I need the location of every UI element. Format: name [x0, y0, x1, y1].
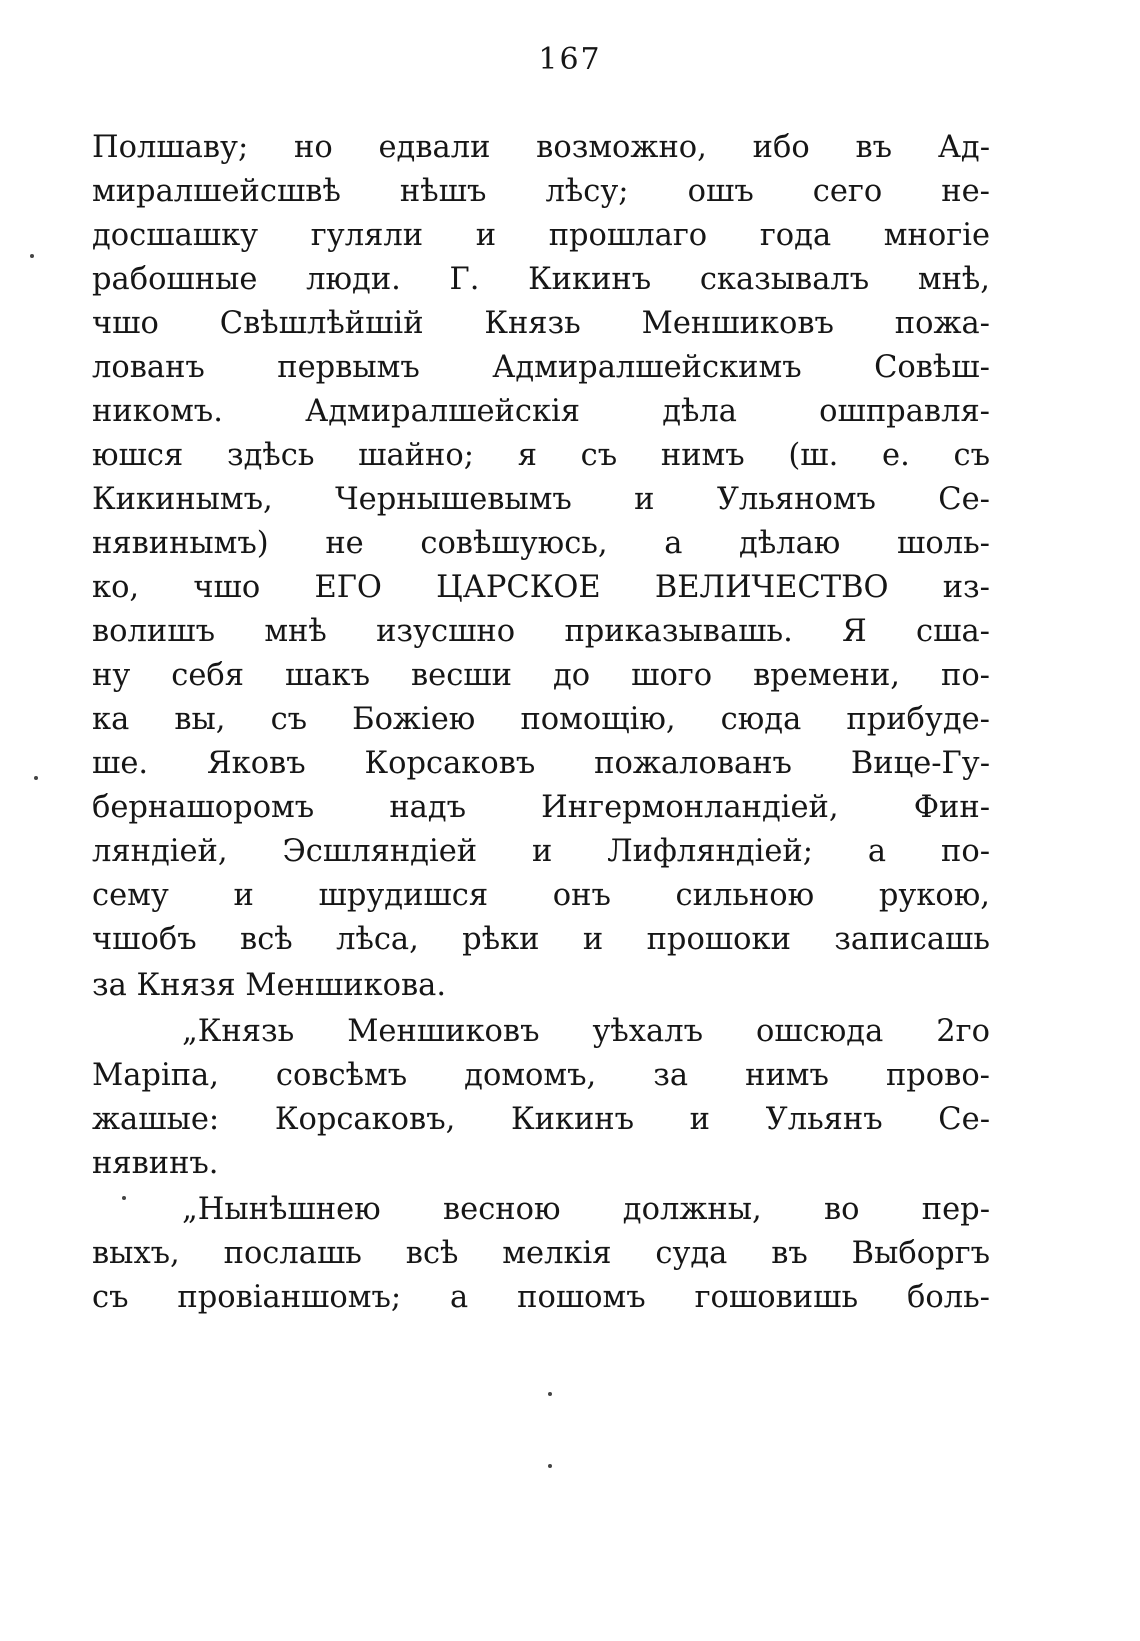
- page-number: 167: [538, 42, 602, 77]
- text-line-20: за Князя Меншикова.: [92, 968, 447, 1003]
- scan-speck: [122, 1196, 126, 1200]
- text-line-21: „Князь Меншиковъ уѣхалъ ошсюда 2го: [182, 1014, 990, 1049]
- text-line-1: Полшаву; но едвали возможно, ибо въ Ад-: [92, 130, 990, 165]
- text-line-25: „Нынѣшнею весною должны, во пер-: [182, 1192, 990, 1227]
- text-line-18: сему и шрудишся онъ сильною рукою,: [92, 878, 990, 913]
- text-line-19: чшобъ всѣ лѣса, рѣки и прошоки записашь: [92, 922, 990, 957]
- text-line-16: бернашоромъ надъ Ингермонландіей, Фин-: [92, 790, 990, 825]
- scan-speck: [34, 776, 38, 780]
- text-line-17: ляндіей, Эсшляндіей и Лифляндіей; а по-: [92, 834, 990, 869]
- scan-speck: [548, 1464, 552, 1468]
- text-line-4: рабошные люди. Г. Кикинъ сказывалъ мнѣ,: [92, 262, 990, 297]
- text-line-2: миралшейсшвѣ нѣшъ лѣсу; ошъ сего не-: [92, 174, 990, 209]
- text-line-24: нявинъ.: [92, 1146, 219, 1181]
- text-line-15: ше. Яковъ Корсаковъ пожалованъ Вице-Гу-: [92, 746, 990, 781]
- text-line-14: ка вы, съ Божіею помощію, сюда прибуде-: [92, 702, 990, 737]
- text-line-11: ко, чшо ЕГО ЦАРСКОЕ ВЕЛИЧЕСТВО из-: [92, 570, 990, 605]
- text-line-22: Маріпа, совсѣмъ домомъ, за нимъ прово-: [92, 1058, 990, 1093]
- scan-speck: [548, 1392, 552, 1396]
- text-line-26: выхъ, послашь всѣ мелкія суда въ Выборгъ: [92, 1236, 990, 1271]
- text-line-10: нявинымъ) не совѣшуюсь, а дѣлаю шоль-: [92, 526, 990, 561]
- text-line-8: юшся здѣсь шайно; я съ нимъ (ш. е. съ: [92, 438, 990, 473]
- text-line-6: лованъ первымъ Адмиралшейскимъ Совѣш-: [92, 350, 990, 385]
- text-line-27: съ провіаншомъ; а пошомъ гошовишь боль-: [92, 1280, 990, 1315]
- text-line-13: ну себя шакъ весши до шого времени, по-: [92, 658, 990, 693]
- text-line-9: Кикинымъ, Чернышевымъ и Ульяномъ Се-: [92, 482, 990, 517]
- text-line-23: жашые: Корсаковъ, Кикинъ и Ульянъ Се-: [92, 1102, 990, 1137]
- scan-speck: [30, 254, 34, 258]
- text-line-12: волишъ мнѣ изусшно приказывашь. Я сша-: [92, 614, 990, 649]
- text-line-3: досшашку гуляли и прошлаго года многіе: [92, 218, 990, 253]
- text-line-5: чшо Свѣшлѣйшій Князь Меншиковъ пожа-: [92, 306, 990, 341]
- text-line-7: никомъ. Адмиралшейскія дѣла ошправля-: [92, 394, 990, 429]
